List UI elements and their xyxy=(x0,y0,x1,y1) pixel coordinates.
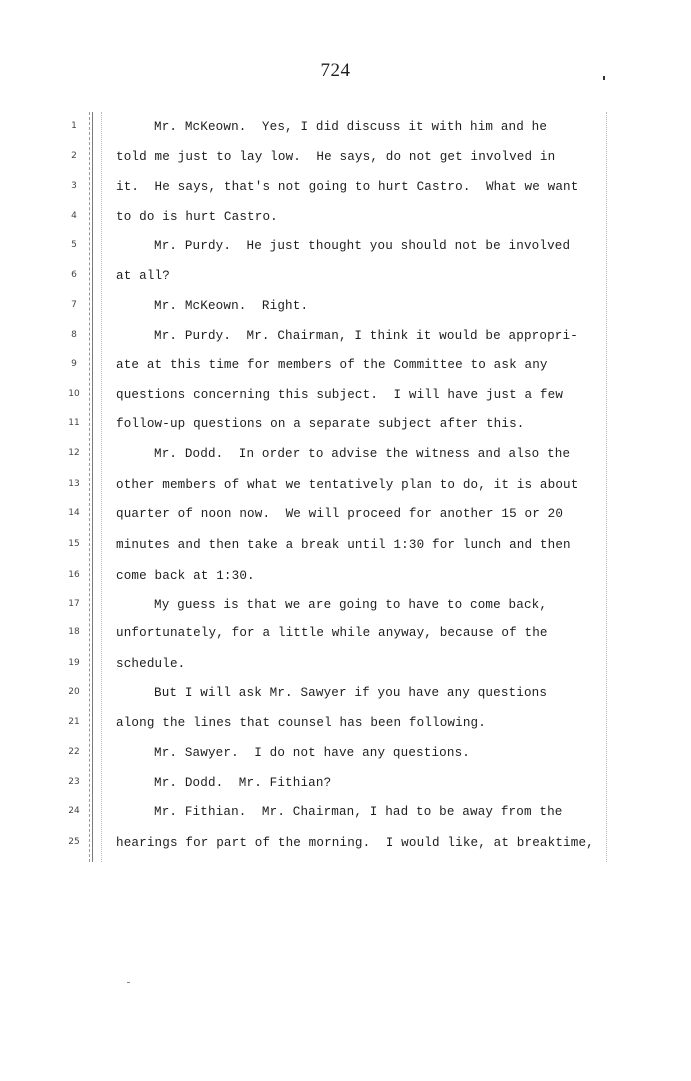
line-text: minutes and then take a break until 1:30 for lunch and then xyxy=(116,538,571,552)
transcript-line xyxy=(0,326,691,350)
line-number: 20 xyxy=(68,687,80,697)
line-text: Mr. Sawyer. I do not have any questions. xyxy=(154,746,471,760)
corner-mark xyxy=(603,76,605,80)
transcript-line xyxy=(0,683,691,707)
line-number: 16 xyxy=(68,570,80,580)
transcript-line xyxy=(0,595,691,619)
line-text: schedule. xyxy=(116,657,186,671)
stray-mark xyxy=(127,982,130,983)
line-number: 4 xyxy=(71,211,77,221)
transcript-line xyxy=(0,147,691,171)
transcript-line xyxy=(0,236,691,260)
transcript-line xyxy=(0,833,691,857)
line-text: unfortunately, for a little while anyway, because of the xyxy=(116,626,548,640)
line-text: Mr. McKeown. Right. xyxy=(154,299,309,313)
transcript-line xyxy=(0,414,691,438)
transcript-line xyxy=(0,444,691,468)
line-text: at all? xyxy=(116,269,170,283)
line-text: other members of what we tentatively plan to do, it is about xyxy=(116,478,579,492)
transcript-line xyxy=(0,743,691,767)
line-text: Mr. Fithian. Mr. Chairman, I had to be away from the xyxy=(154,805,563,819)
transcript-line xyxy=(0,296,691,320)
line-text: along the lines that counsel has been following. xyxy=(116,716,486,730)
transcript-line xyxy=(0,802,691,826)
line-text: hearings for part of the morning. I would like, at breaktime, xyxy=(116,836,594,850)
line-number: 23 xyxy=(68,777,80,787)
line-text: questions concerning this subject. I will have just a few xyxy=(116,388,564,402)
line-number: 17 xyxy=(68,599,80,609)
transcript-line xyxy=(0,713,691,737)
line-number: 14 xyxy=(68,508,80,518)
line-number: 21 xyxy=(68,717,80,727)
transcript-line xyxy=(0,535,691,559)
transcript-line xyxy=(0,355,691,379)
line-number: 5 xyxy=(71,240,77,250)
line-number: 24 xyxy=(68,806,80,816)
transcript-line xyxy=(0,385,691,409)
transcript-line xyxy=(0,266,691,290)
transcript-line xyxy=(0,504,691,528)
line-text: quarter of noon now. We will proceed for another 15 or 20 xyxy=(116,507,564,521)
line-text: told me just to lay low. He says, do not get involved in xyxy=(116,150,556,164)
line-text: Mr. McKeown. Yes, I did discuss it with him and he xyxy=(154,120,548,134)
line-text: My guess is that we are going to have to come back, xyxy=(154,598,548,612)
transcript-line xyxy=(0,566,691,590)
line-text: follow-up questions on a separate subject after this. xyxy=(116,417,525,431)
line-number: 10 xyxy=(68,389,80,399)
transcript-line xyxy=(0,177,691,201)
transcript-line xyxy=(0,117,691,141)
line-number: 6 xyxy=(71,270,77,280)
line-number: 8 xyxy=(71,330,77,340)
transcript-line xyxy=(0,654,691,678)
line-text: Mr. Purdy. Mr. Chairman, I think it would be appropri- xyxy=(154,329,578,343)
line-text: Mr. Dodd. Mr. Fithian? xyxy=(154,776,332,790)
line-text: ate at this time for members of the Committee to ask any xyxy=(116,358,548,372)
line-text: But I will ask Mr. Sawyer if you have any questions xyxy=(154,686,548,700)
line-number: 7 xyxy=(71,300,77,310)
line-text: Mr. Dodd. In order to advise the witness and also the xyxy=(154,447,571,461)
line-text: to do is hurt Castro. xyxy=(116,210,278,224)
transcript-line xyxy=(0,207,691,231)
line-number: 18 xyxy=(68,627,80,637)
line-text: Mr. Purdy. He just thought you should not be involved xyxy=(154,239,571,253)
line-number: 11 xyxy=(68,418,80,428)
transcript-line xyxy=(0,623,691,647)
line-number: 22 xyxy=(68,747,80,757)
line-text: come back at 1:30. xyxy=(116,569,255,583)
line-number: 2 xyxy=(71,151,77,161)
line-number: 25 xyxy=(68,837,80,847)
line-number: 12 xyxy=(68,448,80,458)
line-number: 3 xyxy=(71,181,77,191)
transcript-line xyxy=(0,773,691,797)
line-number: 19 xyxy=(68,658,80,668)
line-number: 9 xyxy=(71,359,77,369)
line-number: 13 xyxy=(68,479,80,489)
line-text: it. He says, that's not going to hurt Castro. What we want xyxy=(116,180,579,194)
transcript-line xyxy=(0,475,691,499)
page-number: 724 xyxy=(320,60,351,81)
line-number: 15 xyxy=(68,539,80,549)
line-number: 1 xyxy=(71,121,77,131)
